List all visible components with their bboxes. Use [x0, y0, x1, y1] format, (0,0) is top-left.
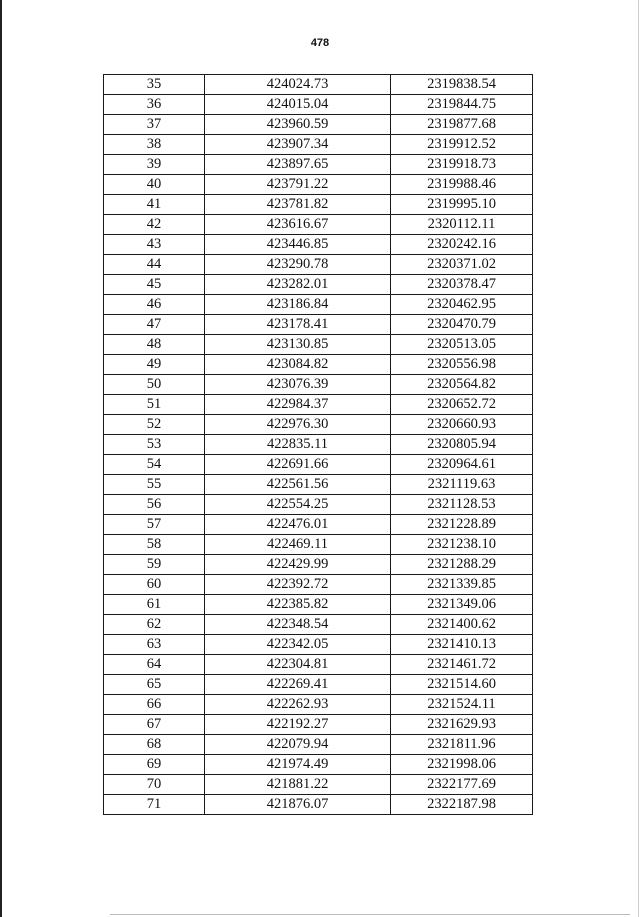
- table-row: [104, 95, 533, 115]
- point-number-cell: 57: [104, 515, 205, 535]
- x-coordinate-cell: 421974.49: [205, 755, 391, 775]
- table-row: [104, 255, 533, 275]
- table-row: [104, 155, 533, 175]
- point-number-cell: 63: [104, 635, 205, 655]
- point-number-cell: 69: [104, 755, 205, 775]
- y-coordinate-cell: 2319877.68: [391, 115, 533, 135]
- table-row: [104, 675, 533, 695]
- x-coordinate-cell: 422262.93: [205, 695, 391, 715]
- table-row: [104, 715, 533, 735]
- x-coordinate-cell: 423960.59: [205, 115, 391, 135]
- x-coordinate-cell: 422385.82: [205, 595, 391, 615]
- point-number-cell: 45: [104, 275, 205, 295]
- x-coordinate-cell: 422476.01: [205, 515, 391, 535]
- table-row: [104, 755, 533, 775]
- point-number-cell: 65: [104, 675, 205, 695]
- y-coordinate-cell: 2321400.62: [391, 615, 533, 635]
- point-number-cell: 38: [104, 135, 205, 155]
- table-row: [104, 795, 533, 815]
- y-coordinate-cell: 2320112.11: [391, 215, 533, 235]
- table-row: [104, 315, 533, 335]
- x-coordinate-cell: 422469.11: [205, 535, 391, 555]
- y-coordinate-cell: 2321998.06: [391, 755, 533, 775]
- point-number-cell: 40: [104, 175, 205, 195]
- x-coordinate-cell: 422304.81: [205, 655, 391, 675]
- x-coordinate-cell: 423616.67: [205, 215, 391, 235]
- point-number-cell: 42: [104, 215, 205, 235]
- table-row: [104, 655, 533, 675]
- y-coordinate-cell: 2319838.54: [391, 75, 533, 95]
- x-coordinate-cell: 422192.27: [205, 715, 391, 735]
- table-row: [104, 495, 533, 515]
- table-row: [104, 235, 533, 255]
- x-coordinate-cell: 422554.25: [205, 495, 391, 515]
- point-number-cell: 49: [104, 355, 205, 375]
- y-coordinate-cell: 2321410.13: [391, 635, 533, 655]
- x-coordinate-cell: 422835.11: [205, 435, 391, 455]
- y-coordinate-cell: 2321119.63: [391, 475, 533, 495]
- table-row: [104, 775, 533, 795]
- table-row: [104, 695, 533, 715]
- y-coordinate-cell: 2321228.89: [391, 515, 533, 535]
- table-row: [104, 355, 533, 375]
- table-row: [104, 375, 533, 395]
- table-row: [104, 295, 533, 315]
- x-coordinate-cell: 423781.82: [205, 195, 391, 215]
- x-coordinate-cell: 423178.41: [205, 315, 391, 335]
- x-coordinate-cell: 422269.41: [205, 675, 391, 695]
- x-coordinate-cell: 422984.37: [205, 395, 391, 415]
- point-number-cell: 64: [104, 655, 205, 675]
- point-number-cell: 54: [104, 455, 205, 475]
- x-coordinate-cell: 423907.34: [205, 135, 391, 155]
- y-coordinate-cell: 2321514.60: [391, 675, 533, 695]
- y-coordinate-cell: 2320513.05: [391, 335, 533, 355]
- x-coordinate-cell: 422691.66: [205, 455, 391, 475]
- table-row: [104, 75, 533, 95]
- table-row: [104, 135, 533, 155]
- point-number-cell: 66: [104, 695, 205, 715]
- point-number-cell: 36: [104, 95, 205, 115]
- x-coordinate-cell: 422079.94: [205, 735, 391, 755]
- x-coordinate-cell: 422392.72: [205, 575, 391, 595]
- table-row: [104, 575, 533, 595]
- y-coordinate-cell: 2320556.98: [391, 355, 533, 375]
- point-number-cell: 41: [104, 195, 205, 215]
- y-coordinate-cell: 2320652.72: [391, 395, 533, 415]
- point-number-cell: 44: [104, 255, 205, 275]
- coordinates-table-body: [104, 75, 533, 815]
- x-coordinate-cell: 423084.82: [205, 355, 391, 375]
- y-coordinate-cell: 2321629.93: [391, 715, 533, 735]
- y-coordinate-cell: 2319995.10: [391, 195, 533, 215]
- y-coordinate-cell: 2320378.47: [391, 275, 533, 295]
- x-coordinate-cell: 421881.22: [205, 775, 391, 795]
- table-row: [104, 535, 533, 555]
- x-coordinate-cell: 422561.56: [205, 475, 391, 495]
- coordinates-table: [103, 74, 533, 815]
- x-coordinate-cell: 423076.39: [205, 375, 391, 395]
- y-coordinate-cell: 2322177.69: [391, 775, 533, 795]
- y-coordinate-cell: 2321811.96: [391, 735, 533, 755]
- y-coordinate-cell: 2320964.61: [391, 455, 533, 475]
- y-coordinate-cell: 2320564.82: [391, 375, 533, 395]
- point-number-cell: 43: [104, 235, 205, 255]
- scan-edge-left: [0, 0, 2, 917]
- point-number-cell: 53: [104, 435, 205, 455]
- x-coordinate-cell: 422976.30: [205, 415, 391, 435]
- table-row: [104, 195, 533, 215]
- point-number-cell: 35: [104, 75, 205, 95]
- point-number-cell: 39: [104, 155, 205, 175]
- y-coordinate-cell: 2320805.94: [391, 435, 533, 455]
- y-coordinate-cell: 2321349.06: [391, 595, 533, 615]
- y-coordinate-cell: 2321339.85: [391, 575, 533, 595]
- point-number-cell: 67: [104, 715, 205, 735]
- point-number-cell: 52: [104, 415, 205, 435]
- y-coordinate-cell: 2319918.73: [391, 155, 533, 175]
- point-number-cell: 51: [104, 395, 205, 415]
- scan-edge-bottom: [110, 914, 630, 915]
- point-number-cell: 71: [104, 795, 205, 815]
- x-coordinate-cell: 421876.07: [205, 795, 391, 815]
- y-coordinate-cell: 2321288.29: [391, 555, 533, 575]
- point-number-cell: 60: [104, 575, 205, 595]
- point-number-cell: 70: [104, 775, 205, 795]
- point-number-cell: 47: [104, 315, 205, 335]
- point-number-cell: 37: [104, 115, 205, 135]
- point-number-cell: 68: [104, 735, 205, 755]
- x-coordinate-cell: 423897.65: [205, 155, 391, 175]
- table-row: [104, 215, 533, 235]
- table-row: [104, 475, 533, 495]
- table-row: [104, 735, 533, 755]
- point-number-cell: 58: [104, 535, 205, 555]
- x-coordinate-cell: 422348.54: [205, 615, 391, 635]
- y-coordinate-cell: 2320462.95: [391, 295, 533, 315]
- y-coordinate-cell: 2319988.46: [391, 175, 533, 195]
- point-number-cell: 61: [104, 595, 205, 615]
- x-coordinate-cell: 423446.85: [205, 235, 391, 255]
- table-row: [104, 275, 533, 295]
- y-coordinate-cell: 2321461.72: [391, 655, 533, 675]
- y-coordinate-cell: 2321524.11: [391, 695, 533, 715]
- y-coordinate-cell: 2320660.93: [391, 415, 533, 435]
- x-coordinate-cell: 423186.84: [205, 295, 391, 315]
- table-row: [104, 395, 533, 415]
- table-row: [104, 415, 533, 435]
- y-coordinate-cell: 2321238.10: [391, 535, 533, 555]
- y-coordinate-cell: 2319844.75: [391, 95, 533, 115]
- table-row: [104, 515, 533, 535]
- y-coordinate-cell: 2320470.79: [391, 315, 533, 335]
- x-coordinate-cell: 423130.85: [205, 335, 391, 355]
- point-number-cell: 48: [104, 335, 205, 355]
- x-coordinate-cell: 424024.73: [205, 75, 391, 95]
- y-coordinate-cell: 2319912.52: [391, 135, 533, 155]
- point-number-cell: 50: [104, 375, 205, 395]
- y-coordinate-cell: 2321128.53: [391, 495, 533, 515]
- y-coordinate-cell: 2320242.16: [391, 235, 533, 255]
- table-row: [104, 175, 533, 195]
- point-number-cell: 46: [104, 295, 205, 315]
- y-coordinate-cell: 2320371.02: [391, 255, 533, 275]
- x-coordinate-cell: 423282.01: [205, 275, 391, 295]
- point-number-cell: 62: [104, 615, 205, 635]
- x-coordinate-cell: 424015.04: [205, 95, 391, 115]
- table-row: [104, 335, 533, 355]
- table-row: [104, 435, 533, 455]
- x-coordinate-cell: 422342.05: [205, 635, 391, 655]
- table-row: [104, 555, 533, 575]
- point-number-cell: 56: [104, 495, 205, 515]
- scan-edge-right: [638, 0, 639, 917]
- table-row: [104, 615, 533, 635]
- point-number-cell: 59: [104, 555, 205, 575]
- x-coordinate-cell: 423290.78: [205, 255, 391, 275]
- point-number-cell: 55: [104, 475, 205, 495]
- x-coordinate-cell: 423791.22: [205, 175, 391, 195]
- y-coordinate-cell: 2322187.98: [391, 795, 533, 815]
- x-coordinate-cell: 422429.99: [205, 555, 391, 575]
- table-row: [104, 635, 533, 655]
- table-row: [104, 115, 533, 135]
- page-number: 478: [310, 37, 330, 49]
- table-row: [104, 595, 533, 615]
- table-row: [104, 455, 533, 475]
